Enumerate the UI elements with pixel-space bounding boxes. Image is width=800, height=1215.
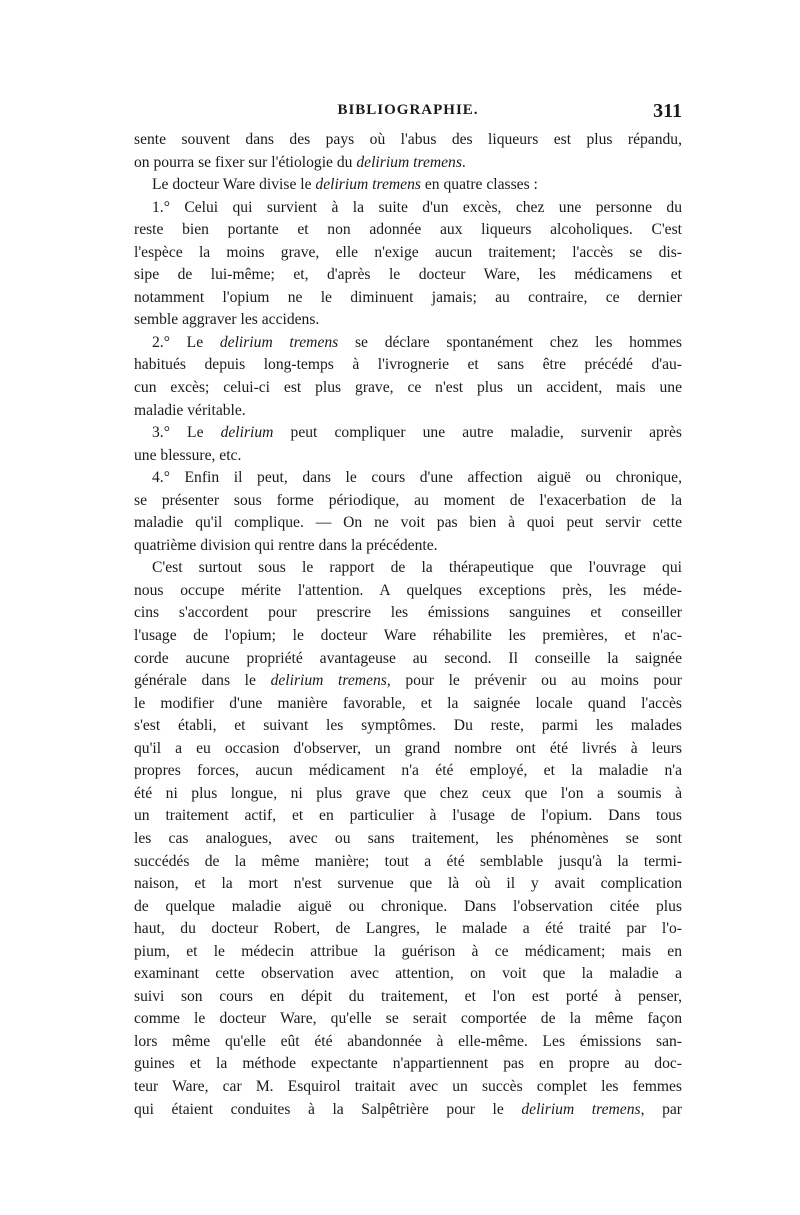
text-line: comme le docteur Ware, qu'elle se serait comportée de la même façon: [134, 1010, 682, 1028]
page-header: [134, 100, 682, 130]
text-line: teur Ware, car M. Esquirol traitait avec un succès complet les femmes: [134, 1077, 682, 1095]
text-line: lors même qu'elle eût été abandonnée à elle-même. Les émissions san-: [134, 1032, 682, 1050]
text-line: on pourra se fixer sur l'étiologie du delirium tremens.: [134, 153, 466, 171]
text-line: 3.° Le delirium peut compliquer une autre maladie, survenir après: [152, 424, 682, 442]
text-line: qui étaient conduites à la Salpêtrière pour le delirium tremens, par: [134, 1100, 682, 1118]
text-line: le modifier d'une manière favorable, et la saignée locale quand l'accès: [134, 694, 682, 712]
text-line: suivi son cours en dépit du traitement, et l'on est porté à penser,: [134, 987, 682, 1005]
text-line: Le docteur Ware divise le delirium tremens en quatre classes :: [152, 176, 538, 194]
text-line: qu'il a eu occasion d'observer, un grand nombre ont été livrés à leurs: [134, 739, 682, 757]
text-line: nous occupe mérite l'attention. A quelques exceptions près, les méde-: [134, 581, 682, 599]
text-line: générale dans le delirium tremens, pour le prévenir ou au moins pour: [134, 672, 682, 690]
running-title: BIBLIOGRAPHIE.: [337, 102, 479, 118]
text-line: l'espèce la moins grave, elle n'exige aucun traitement; l'accès se dis-: [134, 243, 682, 261]
text-line: propres forces, aucun médicament n'a été employé, et la maladie n'a: [134, 762, 682, 780]
text-line: s'est établi, et suivant les symptômes. Du reste, parmi les malades: [134, 717, 682, 735]
text-line: naison, et la mort n'est survenue que là où il y avait complication: [134, 875, 682, 893]
text-line: un traitement actif, et en particulier à l'usage de l'opium. Dans tous: [134, 807, 682, 825]
text-line: 1.° Celui qui survient à la suite d'un excès, chez une personne du: [152, 198, 682, 216]
text-line: cins s'accordent pour prescrire les émissions sanguines et conseiller: [134, 604, 682, 622]
text-line: maladie qu'il complique. — On ne voit pas bien à quoi peut servir cette: [134, 514, 682, 532]
page-number: 311: [653, 100, 682, 122]
text-line: C'est surtout sous le rapport de la thérapeutique que l'ouvrage qui: [152, 559, 682, 577]
text-line: été ni plus longue, ni plus grave que chez ceux que l'on a soumis à: [134, 784, 682, 802]
text-line: sente souvent dans des pays où l'abus des liqueurs est plus répandu,: [134, 131, 682, 148]
text-line: haut, du docteur Robert, de Langres, le malade a été traité par l'o-: [134, 920, 682, 938]
text-line: sipe de lui-même; et, d'après le docteur Ware, les médicamens et: [134, 266, 682, 284]
text-line: examinant cette observation avec attention, on voit que la maladie a: [134, 965, 682, 983]
text-line: une blessure, etc.: [134, 446, 242, 464]
text-line: cun excès; celui-ci est plus grave, ce n'est plus un accident, mais une: [134, 379, 682, 397]
text-line: succédés de la même manière; tout a été semblable jusqu'à la termi-: [134, 852, 682, 870]
text-line: quatrième division qui rentre dans la précédente.: [134, 536, 438, 554]
text-line: 2.° Le delirium tremens se déclare spontanément chez les hommes: [152, 333, 682, 351]
text-line: notamment l'opium ne le diminuent jamais; au contraire, ce dernier: [134, 288, 682, 306]
text-line: habitués depuis long-temps à l'ivrognerie et sans être précédé d'au-: [134, 356, 682, 374]
text-line: maladie véritable.: [134, 401, 246, 419]
text-line: l'usage de l'opium; le docteur Ware réhabilite les premières, et n'ac-: [134, 627, 682, 645]
text-line: les cas analogues, avec ou sans traitement, les phénomènes se sont: [134, 829, 682, 847]
body-text: [134, 129, 682, 1121]
text-line: de quelque maladie aiguë ou chronique. Dans l'observation citée plus: [134, 897, 682, 915]
text-line: se présenter sous forme périodique, au moment de l'exacerbation de la: [134, 491, 682, 509]
text-line: 4.° Enfin il peut, dans le cours d'une affection aiguë ou chronique,: [152, 469, 682, 487]
text-line: semble aggraver les accidens.: [134, 311, 320, 329]
text-line: corde aucune propriété avantageuse au second. Il conseille la saignée: [134, 649, 682, 667]
text-line: reste bien portante et non adonnée aux liqueurs alcoholiques. C'est: [134, 221, 682, 239]
text-line: pium, et le médecin attribue la guérison à ce médicament; mais en: [134, 942, 682, 960]
text-line: guines et la méthode expectante n'appartiennent pas en propre au doc-: [134, 1055, 682, 1073]
